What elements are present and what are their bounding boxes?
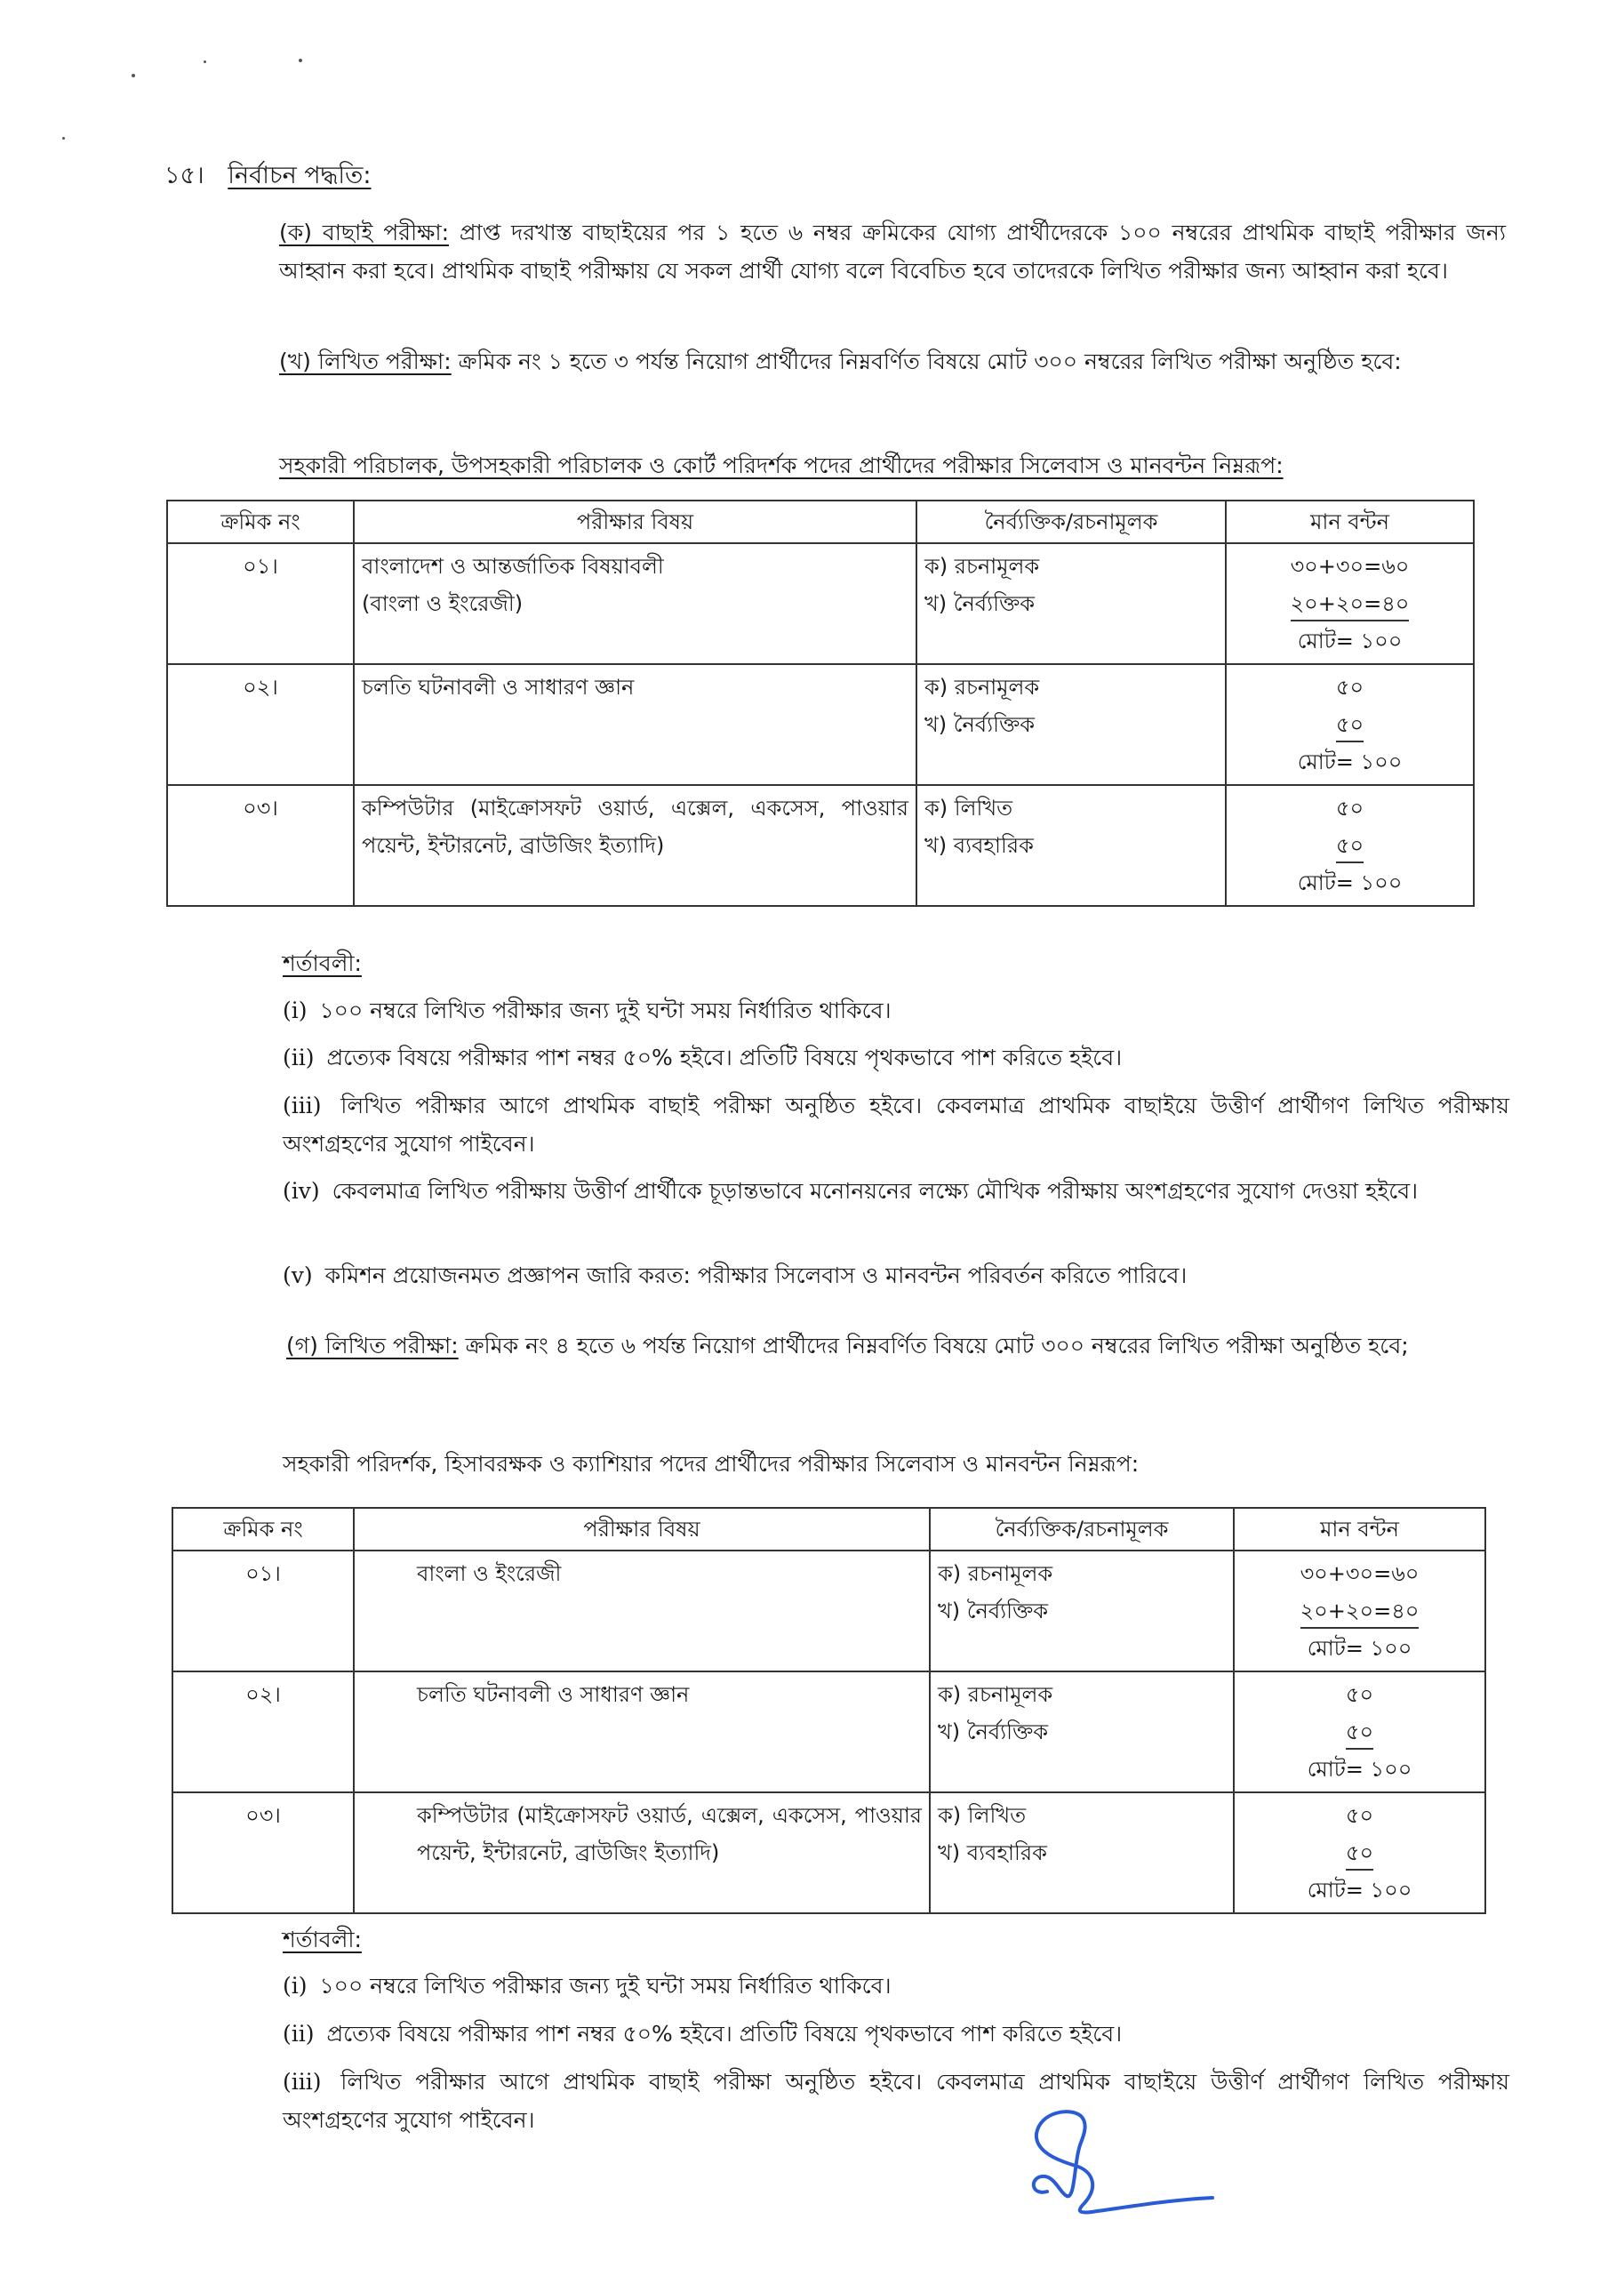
- condition-text: ১০০ নম্বরে লিখিত পরীক্ষার জন্য দুই ঘন্টা সময় নির্ধারিত থাকিবে।: [312, 998, 892, 1023]
- condition-number: (iii): [283, 1093, 322, 1118]
- table-row: [172, 1551, 1485, 1671]
- paragraph-label: (ক) বাছাই পরীক্ষা:: [279, 220, 450, 245]
- cell-marks: [1226, 664, 1474, 785]
- cell-type: [916, 543, 1226, 664]
- scan-speck: [204, 60, 206, 63]
- marks-total: মোট= ১০০: [1307, 1757, 1412, 1782]
- condition-number: (i): [283, 998, 308, 1023]
- condition-number: (i): [283, 1973, 308, 1999]
- paragraph-text: প্রাপ্ত দরখাস্ত বাছাইয়ের পর ১ হতে ৬ নম্বর ক্রমিকের যোগ্য প্রার্থীদেরকে ১০০ নম্বরের প্রাথমিক বাছাই পরীক্ষার জন্য আহ্বান করা হবে। প্রাথমিক বাছাই পরীক্ষায় যে সকল প্রার্থী যোগ্য বলে বিবেচিত হবে তাদেরকে লিখিত পরীক্ষার জন্য আহ্বান করা হবে।: [279, 220, 1507, 284]
- condition-item: [283, 991, 1509, 1030]
- marks-line: ৩০+৩০=৬০: [1300, 1561, 1420, 1586]
- paragraph-text: ক্রমিক নং ৪ হতে ৬ পর্যন্ত নিয়োগ প্রার্থীদের নিম্নবর্ণিত বিষয়ে মোট ৩০০ নম্বরের লিখিত পরীক্ষা অনুষ্ঠিত হবে;: [458, 1333, 1409, 1358]
- marks-total: মোট= ১০০: [1297, 629, 1403, 653]
- conditions-title-2: শর্তাবলী:: [283, 1927, 362, 1952]
- section-number: ১৫।: [164, 162, 204, 189]
- subject-line: বাংলাদেশ ও আন্তর্জাতিক বিষয়াবলী: [362, 554, 664, 579]
- scan-speck: [299, 59, 302, 62]
- header-subject: পরীক্ষার বিষয়: [354, 501, 916, 543]
- cell-subject: [354, 543, 916, 664]
- cell-marks: [1234, 1792, 1485, 1913]
- conditions-title-1: শর্তাবলী:: [283, 950, 362, 976]
- condition-item: [283, 1256, 1509, 1294]
- marks-total: মোট= ১০০: [1307, 1636, 1412, 1661]
- header-subject: পরীক্ষার বিষয়: [354, 1508, 930, 1551]
- type-line: ক) লিখিত: [924, 796, 1013, 821]
- signature: [996, 2107, 1227, 2232]
- condition-item: [283, 2015, 1509, 2053]
- cell-type: [916, 785, 1226, 906]
- marks-line: ২০+২০=৪০: [1291, 588, 1410, 621]
- marks-total: মোট= ১০০: [1297, 870, 1403, 895]
- table2-title: সহকারী পরিদর্শক, হিসাবরক্ষক ও ক্যাশিয়ার পদের প্রার্থীদের পরীক্ষার সিলেবাস ও মানবন্টন নিম্নরূপ:: [283, 1451, 1140, 1477]
- marks-line: ৩০+৩০=৬০: [1290, 554, 1410, 579]
- condition-number: (ii): [283, 1045, 315, 1070]
- paragraph-label: (খ) লিখিত পরীক্ষা:: [279, 349, 452, 374]
- table-row: [172, 1671, 1485, 1792]
- header-type: নৈর্ব্যক্তিক/রচনামূলক: [930, 1508, 1234, 1551]
- condition-text: লিখিত পরীক্ষার আগে প্রাথমিক বাছাই পরীক্ষা অনুষ্ঠিত হইবে। কেবলমাত্র প্রাথমিক বাছাইয়ে উত্তীর্ণ প্রার্থীগণ লিখিত পরীক্ষায় অংশগ্রহণের সুযোগ পাইবেন।: [283, 2069, 1509, 2133]
- cell-subject: চলতি ঘটনাবলী ও সাধারণ জ্ঞান: [354, 1671, 930, 1792]
- condition-item: [283, 1086, 1509, 1163]
- type-line: ক) রচনামূলক: [924, 675, 1040, 700]
- section-title: নির্বাচন পদ্ধতি:: [228, 162, 372, 189]
- marks-line: ৫০: [1346, 1837, 1373, 1871]
- header-marks: মান বন্টন: [1226, 501, 1474, 543]
- signature-stroke: [1034, 2112, 1212, 2212]
- condition-number: (iv): [283, 1178, 320, 1204]
- type-line: খ) নৈর্ব্যক্তিক: [924, 712, 1036, 737]
- type-line: ক) রচনামূলক: [924, 554, 1040, 579]
- type-line: খ) ব্যবহারিক: [938, 1840, 1047, 1865]
- cell-subject: কম্পিউটার (মাইক্রোসফট ওয়ার্ড, এক্সেল, একসেস, পাওয়ার পয়েন্ট, ইন্টারনেট, ব্রাউজিং ইত্যাদি): [354, 1792, 930, 1913]
- marks-line: ২০+২০=৪০: [1300, 1595, 1420, 1629]
- cell-marks: [1234, 1671, 1485, 1792]
- condition-item: [283, 2063, 1509, 2139]
- scan-speck: [62, 137, 65, 140]
- cell-serial: ০৩।: [172, 1792, 354, 1913]
- type-line: খ) নৈর্ব্যক্তিক: [938, 1599, 1049, 1623]
- condition-number: (iii): [283, 2069, 322, 2095]
- marks-line: ৫০: [1335, 675, 1364, 700]
- table-row: [167, 785, 1474, 906]
- condition-text: প্রত্যেক বিষয়ে পরীক্ষার পাশ নম্বর ৫০% হইবে। প্রতিটি বিষয়ে পৃথকভাবে পাশ করিতে হইবে।: [319, 1045, 1123, 1070]
- syllabus-table-2: [172, 1507, 1486, 1914]
- cell-marks: [1226, 543, 1474, 664]
- subject-line: চলতি ঘটনাবলী ও সাধারণ জ্ঞান: [362, 675, 635, 700]
- type-line: খ) ব্যবহারিক: [924, 833, 1034, 858]
- condition-text: কেবলমাত্র লিখিত পরীক্ষায় উত্তীর্ণ প্রার্থীকে চূড়ান্তভাবে মনোনয়নের লক্ষ্যে মৌখিক পরীক্ষায় অংশগ্রহণের সুযোগ দেওয়া হইবে।: [324, 1178, 1419, 1204]
- subject-line: (বাংলা ও ইংরেজী): [362, 591, 524, 616]
- cell-subject: [354, 664, 916, 785]
- cell-serial: ০২।: [167, 664, 354, 785]
- table-row: [167, 543, 1474, 664]
- syllabus-table-1: [166, 500, 1475, 907]
- cell-serial: ০২।: [172, 1671, 354, 1792]
- header-serial: ক্রমিক নং: [167, 501, 354, 543]
- marks-line: ৫০: [1336, 709, 1364, 742]
- condition-text: কমিশন প্রয়োজনমত প্রজ্ঞাপন জারি করত: পরীক্ষার সিলেবাস ও মানবন্টন পরিবর্তন করিতে পারিবে।: [317, 1262, 1188, 1288]
- scan-speck: [132, 74, 135, 77]
- condition-item: [283, 1172, 1509, 1210]
- cell-serial: ০১।: [167, 543, 354, 664]
- condition-text: প্রত্যেক বিষয়ে পরীক্ষার পাশ নম্বর ৫০% হইবে। প্রতিটি বিষয়ে পৃথকভাবে পাশ করিতে হইবে।: [319, 2021, 1123, 2047]
- type-line: খ) নৈর্ব্যক্তিক: [938, 1719, 1049, 1744]
- cell-serial: ০৩।: [167, 785, 354, 906]
- paragraph-written-test-2: [286, 1326, 1513, 1365]
- marks-total: মোট= ১০০: [1297, 749, 1403, 774]
- cell-type: [916, 664, 1226, 785]
- table-row: [172, 1792, 1485, 1913]
- section-heading: [164, 158, 371, 194]
- cell-marks: [1234, 1551, 1485, 1671]
- condition-item: [283, 1967, 1509, 2005]
- type-line: ক) রচনামূলক: [938, 1682, 1053, 1707]
- marks-line: ৫০: [1345, 1682, 1374, 1707]
- header-marks: মান বন্টন: [1234, 1508, 1485, 1551]
- marks-line: ৫০: [1345, 1803, 1374, 1828]
- header-serial: ক্রমিক নং: [172, 1508, 354, 1551]
- type-line: ক) রচনামূলক: [938, 1561, 1053, 1586]
- marks-line: ৫০: [1336, 829, 1364, 863]
- marks-line: ৫০: [1346, 1716, 1373, 1750]
- table-header-row: [172, 1508, 1485, 1551]
- cell-type: [930, 1671, 1234, 1792]
- cell-type: [930, 1551, 1234, 1671]
- type-line: খ) নৈর্ব্যক্তিক: [924, 591, 1036, 616]
- condition-number: (ii): [283, 2021, 315, 2047]
- condition-number: (v): [283, 1262, 313, 1288]
- paragraph-text: ক্রমিক নং ১ হতে ৩ পর্যন্ত নিয়োগ প্রার্থীদের নিম্নবর্ণিত বিষয়ে মোট ৩০০ নম্বরের লিখিত পরীক্ষা অনুষ্ঠিত হবে:: [451, 349, 1402, 374]
- cell-serial: ০১।: [172, 1551, 354, 1671]
- cell-marks: [1226, 785, 1474, 906]
- table1-title: সহকারী পরিচালক, উপসহকারী পরিচালক ও কোর্ট পরিদর্শক পদের প্রার্থীদের পরীক্ষার সিলেবাস ও মানবন্টন নিম্নরূপ:: [279, 453, 1284, 478]
- cell-type: [930, 1792, 1234, 1913]
- marks-line: ৫০: [1335, 796, 1364, 821]
- header-type: নৈর্ব্যক্তিক/রচনামূলক: [916, 501, 1226, 543]
- type-line: ক) লিখিত: [938, 1803, 1027, 1828]
- paragraph-label: (গ) লিখিত পরীক্ষা:: [286, 1333, 459, 1358]
- table-header-row: [167, 501, 1474, 543]
- table-row: [167, 664, 1474, 785]
- condition-item: [283, 1038, 1509, 1077]
- cell-subject: বাংলা ও ইংরেজী: [354, 1551, 930, 1671]
- condition-text: ১০০ নম্বরে লিখিত পরীক্ষার জন্য দুই ঘন্টা সময় নির্ধারিত থাকিবে।: [312, 1973, 892, 1999]
- paragraph-written-test-1: [279, 342, 1506, 381]
- condition-text: লিখিত পরীক্ষার আগে প্রাথমিক বাছাই পরীক্ষা অনুষ্ঠিত হইবে। কেবলমাত্র প্রাথমিক বাছাইয়ে উত্তীর্ণ প্রার্থীগণ লিখিত পরীক্ষায় অংশগ্রহণের সুযোগ পাইবেন।: [283, 1093, 1509, 1157]
- cell-subject: কম্পিউটার (মাইক্রোসফট ওয়ার্ড, এক্সেল, একসেস, পাওয়ার পয়েন্ট, ইন্টারনেট, ব্রাউজিং ইত্যাদি): [354, 785, 916, 906]
- marks-total: মোট= ১০০: [1307, 1878, 1412, 1903]
- paragraph-screening-test: [279, 213, 1506, 290]
